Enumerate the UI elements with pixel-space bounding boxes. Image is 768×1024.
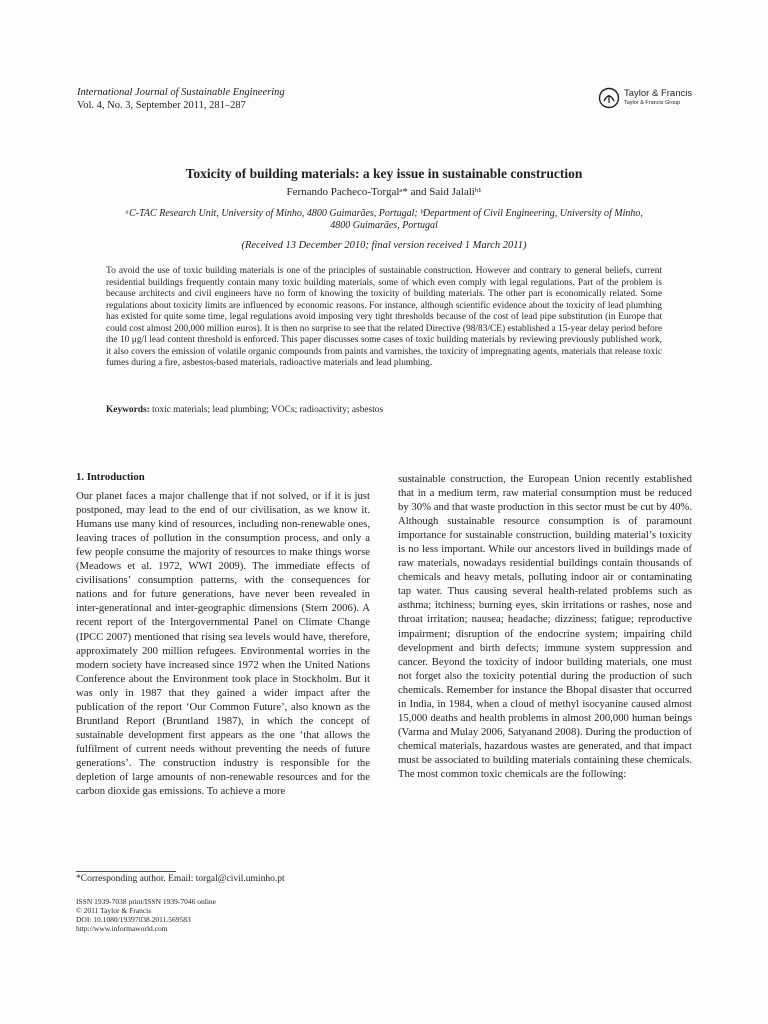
journal-name: International Journal of Sustainable Engineering bbox=[77, 87, 285, 98]
received-dates: (Received 13 December 2010; final version received 1 March 2011) bbox=[241, 240, 527, 251]
publisher-group: Taylor & Francis Group bbox=[624, 100, 681, 106]
publication-info bbox=[76, 897, 216, 933]
corresponding-author: *Corresponding author. Email: torgal@civil.uminho.pt bbox=[76, 874, 285, 884]
volume-line: Vol. 4, No. 3, September 2011, 281–287 bbox=[77, 100, 246, 111]
issn-line: ISSN 1939-7038 print/ISSN 1939-7046 online bbox=[76, 897, 217, 906]
section-heading: 1. Introduction bbox=[76, 471, 145, 483]
article-title: Toxicity of building materials: a key issue in sustainable construction bbox=[185, 166, 583, 181]
keywords-list: toxic materials; lead plumbing; VOCs; radioactivity; asbestos bbox=[152, 405, 384, 415]
affiliation-line-2: 4800 Guimarães, Portugal bbox=[330, 220, 438, 231]
affiliations bbox=[80, 208, 688, 232]
publisher-name: Taylor & Francis bbox=[624, 88, 693, 99]
url-line: http://www.informaworld.com bbox=[76, 924, 168, 933]
doi-line: DOI: 10.1080/19397038.2011.569583 bbox=[76, 915, 191, 924]
publisher-logo-icon bbox=[598, 87, 620, 109]
footnote-rule bbox=[76, 871, 176, 872]
abstract: To avoid the use of toxic building materials is one of the principles of sustainable construction. However and contrary to general beliefs, current residential buildings frequently contain many toxic building materials, some of which even comply with legal regulations. Part of the problem is because architects and civil engineers have no form of knowing the toxicity of building materials. The other part is economically related. Some regulations about toxicity limits are influenced by economic reasons. For instance, although scientific evidence about the toxicity of lead plumbing has existed for quite some time, legal regulations avoid imposing very tight thresholds because of the cost of lead pipe substitution (in Europe that could cost almost 200,000 million euros). It is then no surprise to see that the related Directive (98/83/CE) established a 15-year delay period before the 10 μg/l lead content threshold is enforced. This paper discusses some cases of toxic building materials by reviewing previously published work, it also covers the emission of volatile organic compounds from paints and varnishes, the toxicity of impregnating agents, materials that release toxic fumes during a fire, asbestos-based materials, radioactive materials and lead plumbing. bbox=[106, 266, 662, 368]
right-column bbox=[398, 472, 692, 781]
affiliation-line-1: ᵃC-TAC Research Unit, University of Minho, 4800 Guimarães, Portugal; ᵇDepartment of Civil Engineering, University of Minho, bbox=[125, 208, 643, 219]
authors: Fernando Pacheco-Torgalᵃ* and Said Jalaliᵇ¹ bbox=[286, 186, 482, 198]
journal-header bbox=[77, 86, 285, 112]
left-column-text: Our planet faces a major challenge that if not solved, or if it is just postponed, may lead to the end of our civilisation, as we know it. Humans use many kind of resources, including non-renewable ones, leaving traces of pollution in the consumption process, and only a few people consume the majority of resources to make things worse (Meadows et al. 1972, WWI 2009). The immediate effects of civilisations’ consumption patterns, with the consequences for nations and for future generations, have never been revealed in inter-generational and inter-geographic dimensions (Stern 2006). A recent report of the Intergovernmental Panel on Climate Change (IPCC 2007) mentioned that rising sea levels would have, therefore, approximately 200 million refugees. Environmental worries in the modern society have increased since 1972 when the United Nations Conference about the Environment took place in Stockholm. But it was only in 1987 that they gained a wider impact after the publication of the report ‘Our Common Future’, also known as the Bruntland Report (Bruntland 1987), in which the concept of sustainable development first appears as the one ‘that allows the fulfilment of current needs without preventing the needs of future generations’. The construction industry is responsible for the depletion of large amounts of non-renewable resources and for the carbon dioxide gas emissions. To achieve a more bbox=[76, 490, 370, 798]
publisher-logo bbox=[598, 86, 698, 110]
keywords bbox=[106, 405, 662, 415]
keywords-label: Keywords: bbox=[106, 405, 150, 415]
copyright-line: © 2011 Taylor & Francis bbox=[76, 906, 152, 915]
left-column bbox=[76, 470, 370, 798]
right-column-text: sustainable construction, the European Union recently established that in a medium term, raw material consumption must be reduced by 30% and that waste production in this sector must be cut by 40%. Although sustainable resource consumption is of paramount importance for sustainable construction, building material’s toxicity is no less important. While our ancestors lived in buildings made of raw materials, nowadays residential buildings contain thousands of chemicals and heavy metals, polluting indoor air or contaminating tap water. Thus causing several health-related problems such as asthma; itchiness; burning eyes, skin irritations or rashes, nose and throat irritation; nausea; headache; dizziness; fatigue; reproductive impairment; disruption of the endocrine system; impairing child development and birth defects; immune system suppression and cancer. Beyond the toxicity of indoor building materials, one must not forget also the toxicity potential during the production of such chemicals. Remember for instance the Bhopal disaster that occurred in India, in 1984, when a cloud of methyl isocyanine caused almost 15,000 deaths and health problems in almost 200,000 human beings (Varma and Mulay 2006, Satyanand 2008). During the production of chemical materials, hazardous wastes are generated, and that impact must be associated to building materials containing these chemicals. The most common toxic chemicals are the following: bbox=[398, 473, 692, 780]
